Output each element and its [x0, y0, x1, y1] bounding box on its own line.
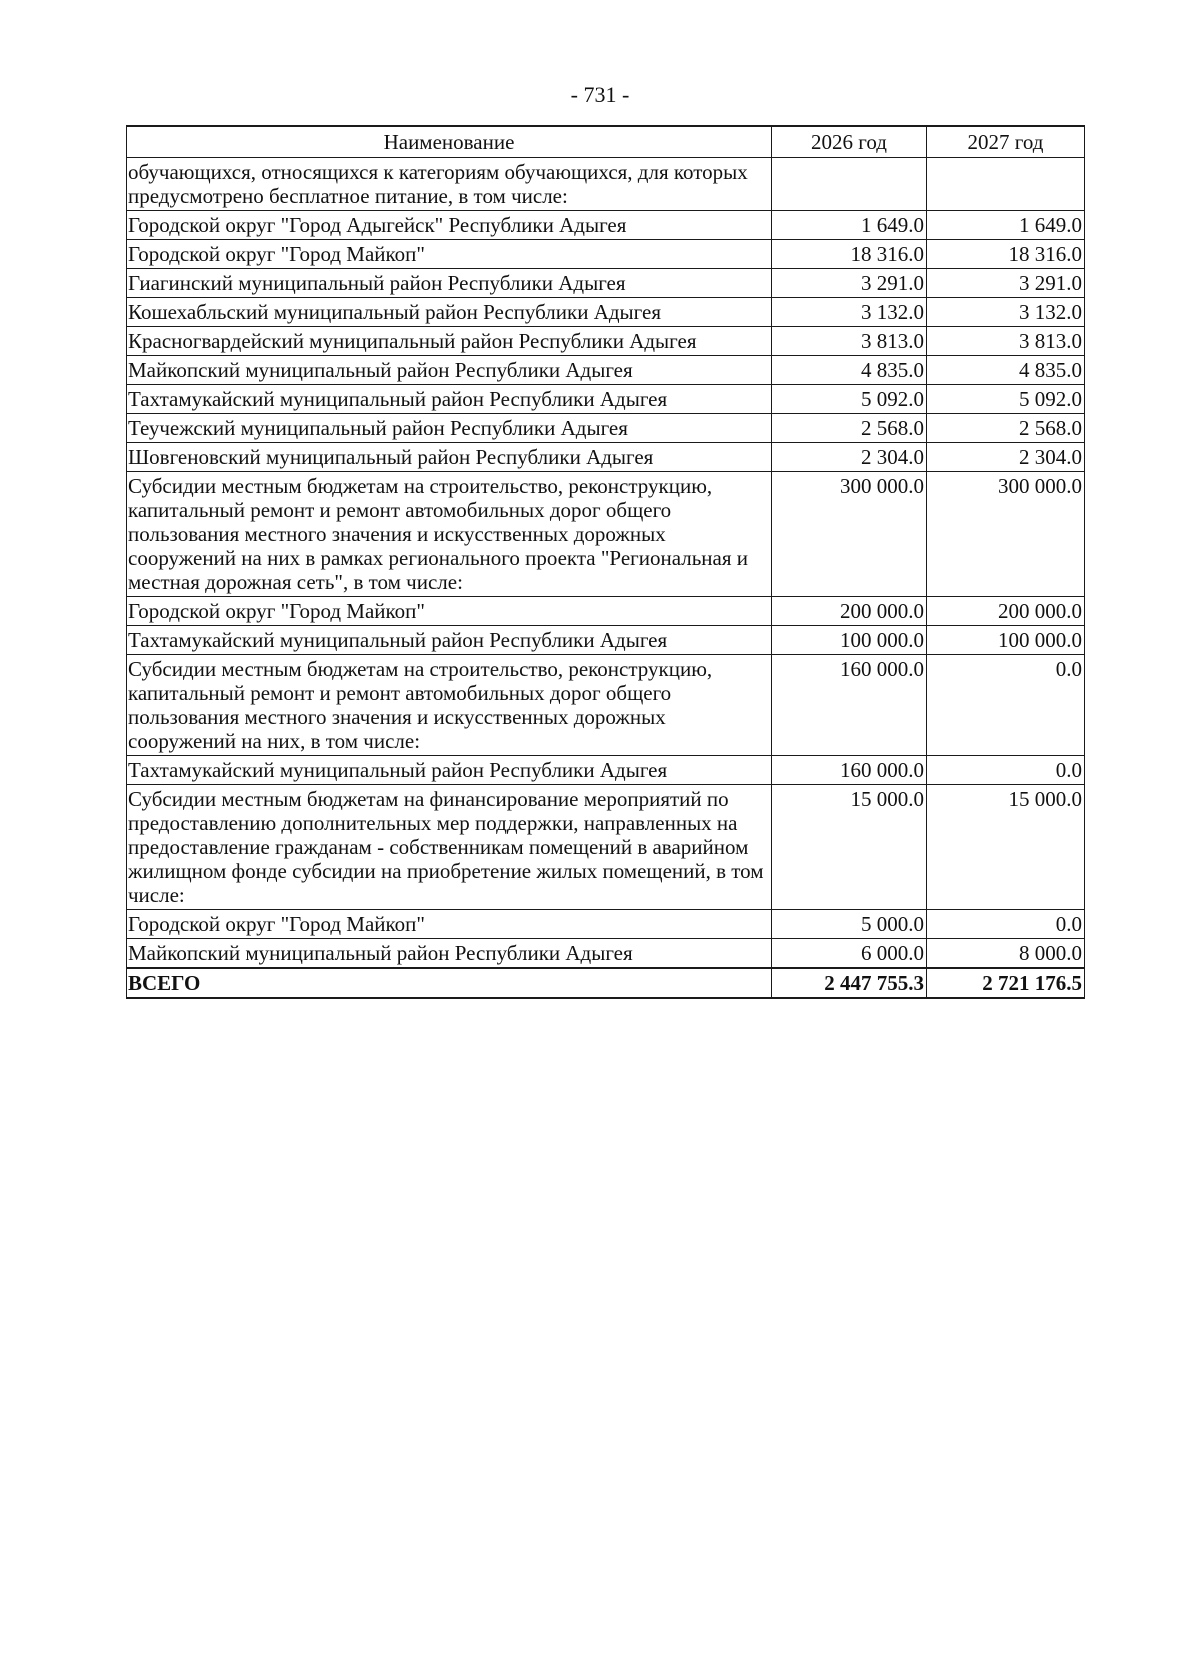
row-value-2027: 8 000.0 — [927, 939, 1085, 969]
row-value-2026: 18 316.0 — [772, 240, 927, 269]
table-row — [127, 240, 1085, 269]
row-value-2026: 5 092.0 — [772, 385, 927, 414]
table-row — [127, 211, 1085, 240]
row-value-2027: 0.0 — [927, 655, 1085, 756]
budget-table — [126, 125, 1085, 999]
row-value-2027: 300 000.0 — [927, 472, 1085, 597]
row-value-2026: 3 132.0 — [772, 298, 927, 327]
total-label: ВСЕГО — [127, 968, 772, 998]
row-name: Городской округ "Город Майкоп" — [127, 597, 772, 626]
row-value-2027: 15 000.0 — [927, 785, 1085, 910]
row-value-2026: 200 000.0 — [772, 597, 927, 626]
row-name: Городской округ "Город Майкоп" — [127, 910, 772, 939]
row-name: обучающихся, относящихся к категориям обучающихся, для которых предусмотрено бесплатное питание, в том числе: — [127, 158, 772, 211]
table-header-row — [127, 126, 1085, 158]
row-value-2026: 15 000.0 — [772, 785, 927, 910]
row-value-2027: 5 092.0 — [927, 385, 1085, 414]
table-row — [127, 626, 1085, 655]
row-value-2027 — [927, 158, 1085, 211]
table-row — [127, 910, 1085, 939]
column-header-2026: 2026 год — [772, 126, 927, 158]
page-number: - 731 - — [570, 82, 630, 107]
row-value-2026: 1 649.0 — [772, 211, 927, 240]
row-name: Тахтамукайский муниципальный район Республики Адыгея — [127, 626, 772, 655]
row-value-2027: 3 291.0 — [927, 269, 1085, 298]
row-value-2027: 3 132.0 — [927, 298, 1085, 327]
row-value-2026: 160 000.0 — [772, 655, 927, 756]
total-value-2026: 2 447 755.3 — [772, 968, 927, 998]
row-value-2027: 3 813.0 — [927, 327, 1085, 356]
row-name: Майкопский муниципальный район Республики Адыгея — [127, 939, 772, 969]
row-name: Красногвардейский муниципальный район Республики Адыгея — [127, 327, 772, 356]
row-name: Субсидии местным бюджетам на финансирование мероприятий по предоставлению дополнительных мер поддержки, направленных на предоставление гражданам - собственникам помещений в аварийном жилищном фонде субсидии на приобретение жилых помещений, в том числе: — [127, 785, 772, 910]
row-value-2027: 0.0 — [927, 910, 1085, 939]
row-name: Гиагинский муниципальный район Республики Адыгея — [127, 269, 772, 298]
row-value-2026: 3 291.0 — [772, 269, 927, 298]
table-row — [127, 385, 1085, 414]
row-value-2027: 4 835.0 — [927, 356, 1085, 385]
column-header-name: Наименование — [127, 126, 772, 158]
row-name: Тахтамукайский муниципальный район Республики Адыгея — [127, 385, 772, 414]
row-name: Городской округ "Город Майкоп" — [127, 240, 772, 269]
table-row — [127, 269, 1085, 298]
table-row — [127, 785, 1085, 910]
row-value-2026: 5 000.0 — [772, 910, 927, 939]
row-name: Субсидии местным бюджетам на строительство, реконструкцию, капитальный ремонт и ремонт автомобильных дорог общего пользования местного значения и искусственных дорожных сооружений на них, в том числе: — [127, 655, 772, 756]
row-value-2027: 100 000.0 — [927, 626, 1085, 655]
row-value-2026: 100 000.0 — [772, 626, 927, 655]
row-value-2026 — [772, 158, 927, 211]
row-value-2027: 18 316.0 — [927, 240, 1085, 269]
row-name: Шовгеновский муниципальный район Республики Адыгея — [127, 443, 772, 472]
total-row — [127, 968, 1085, 998]
column-header-2027: 2027 год — [927, 126, 1085, 158]
table-row — [127, 327, 1085, 356]
total-value-2027: 2 721 176.5 — [927, 968, 1085, 998]
row-name: Субсидии местным бюджетам на строительство, реконструкцию, капитальный ремонт и ремонт автомобильных дорог общего пользования местного значения и искусственных дорожных сооружений на них в рамках регионального проекта "Региональная и местная дорожная сеть", в том числе: — [127, 472, 772, 597]
table-row — [127, 597, 1085, 626]
row-value-2027: 0.0 — [927, 756, 1085, 785]
table-row — [127, 158, 1085, 211]
table-row — [127, 443, 1085, 472]
table-row — [127, 414, 1085, 443]
row-value-2026: 3 813.0 — [772, 327, 927, 356]
row-name: Теучежский муниципальный район Республики Адыгея — [127, 414, 772, 443]
row-name: Кошехабльский муниципальный район Республики Адыгея — [127, 298, 772, 327]
row-name: Майкопский муниципальный район Республики Адыгея — [127, 356, 772, 385]
row-value-2026: 300 000.0 — [772, 472, 927, 597]
row-value-2026: 2 568.0 — [772, 414, 927, 443]
row-name: Городской округ "Город Адыгейск" Республики Адыгея — [127, 211, 772, 240]
row-name: Тахтамукайский муниципальный район Республики Адыгея — [127, 756, 772, 785]
row-value-2026: 160 000.0 — [772, 756, 927, 785]
row-value-2026: 4 835.0 — [772, 356, 927, 385]
table-row — [127, 655, 1085, 756]
row-value-2026: 2 304.0 — [772, 443, 927, 472]
row-value-2027: 2 304.0 — [927, 443, 1085, 472]
table-row — [127, 356, 1085, 385]
row-value-2026: 6 000.0 — [772, 939, 927, 969]
table-row — [127, 472, 1085, 597]
row-value-2027: 200 000.0 — [927, 597, 1085, 626]
row-value-2027: 1 649.0 — [927, 211, 1085, 240]
table-row — [127, 298, 1085, 327]
table-row — [127, 939, 1085, 969]
table-row — [127, 756, 1085, 785]
row-value-2027: 2 568.0 — [927, 414, 1085, 443]
